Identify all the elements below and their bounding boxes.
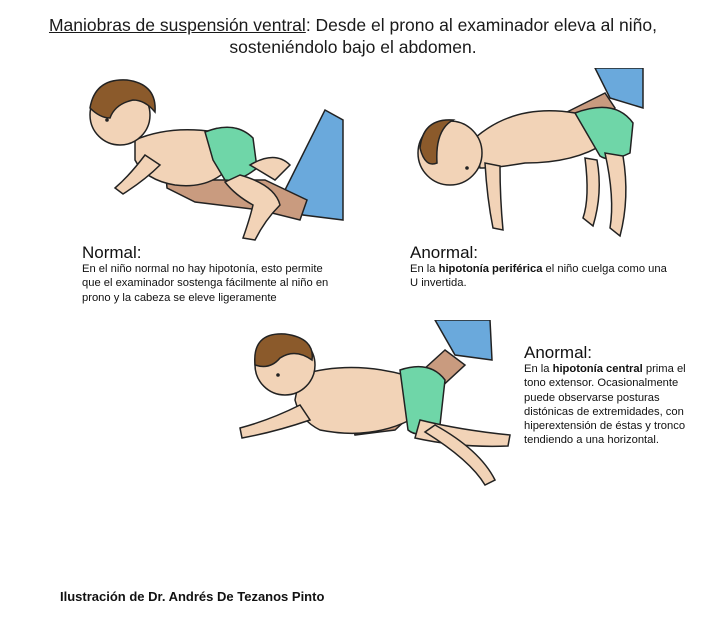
illustration-peripheral-hypotonia [405,68,645,248]
caption-central-text-before: En la [524,363,553,375]
baby-peripheral-illustration [405,68,645,248]
title-heading-rest: : Desde el prono al examinador eleva al niño, [305,15,658,35]
title-heading: Maniobras de suspensión ventral [48,15,306,35]
caption-normal [82,243,334,305]
caption-peripheral-text-after: el niño cuelga como una U invertida. [410,263,667,290]
illustration-normal [75,70,345,255]
caption-central-text-after: prima el tono extensor. Ocasionalmente puede observarse posturas distónicas de extremidades, con hiperextensión de éstas y tronco tendiendo a una horizontal. [524,363,686,447]
baby-normal-illustration [75,70,345,255]
title-line-2: sosteniéndolo bajo el abdomen. [229,37,477,57]
title-line-1 [0,14,706,36]
caption-peripheral-text [410,262,670,291]
caption-central-heading: Anormal: [524,343,593,362]
figure-title [0,14,706,58]
caption-central-bold: hipotonía central [552,363,643,375]
caption-peripheral-text-before: En la [410,263,439,275]
caption-peripheral [410,243,670,291]
caption-central [524,343,699,448]
illustration-central-hypotonia [230,320,515,495]
baby-central-illustration [230,320,515,495]
caption-normal-heading: Normal: [82,243,142,262]
caption-peripheral-bold: hipotonía periférica [438,263,543,275]
illustration-credit: Ilustración de Dr. Andrés De Tezanos Pinto [60,589,325,604]
caption-central-text [524,362,699,448]
caption-peripheral-heading: Anormal: [410,243,479,262]
caption-normal-text: En el niño normal no hay hipotonía, esto permite que el examinador sostenga fácilmente al niño en prono y la cabeza se eleve ligeramente [82,263,329,304]
